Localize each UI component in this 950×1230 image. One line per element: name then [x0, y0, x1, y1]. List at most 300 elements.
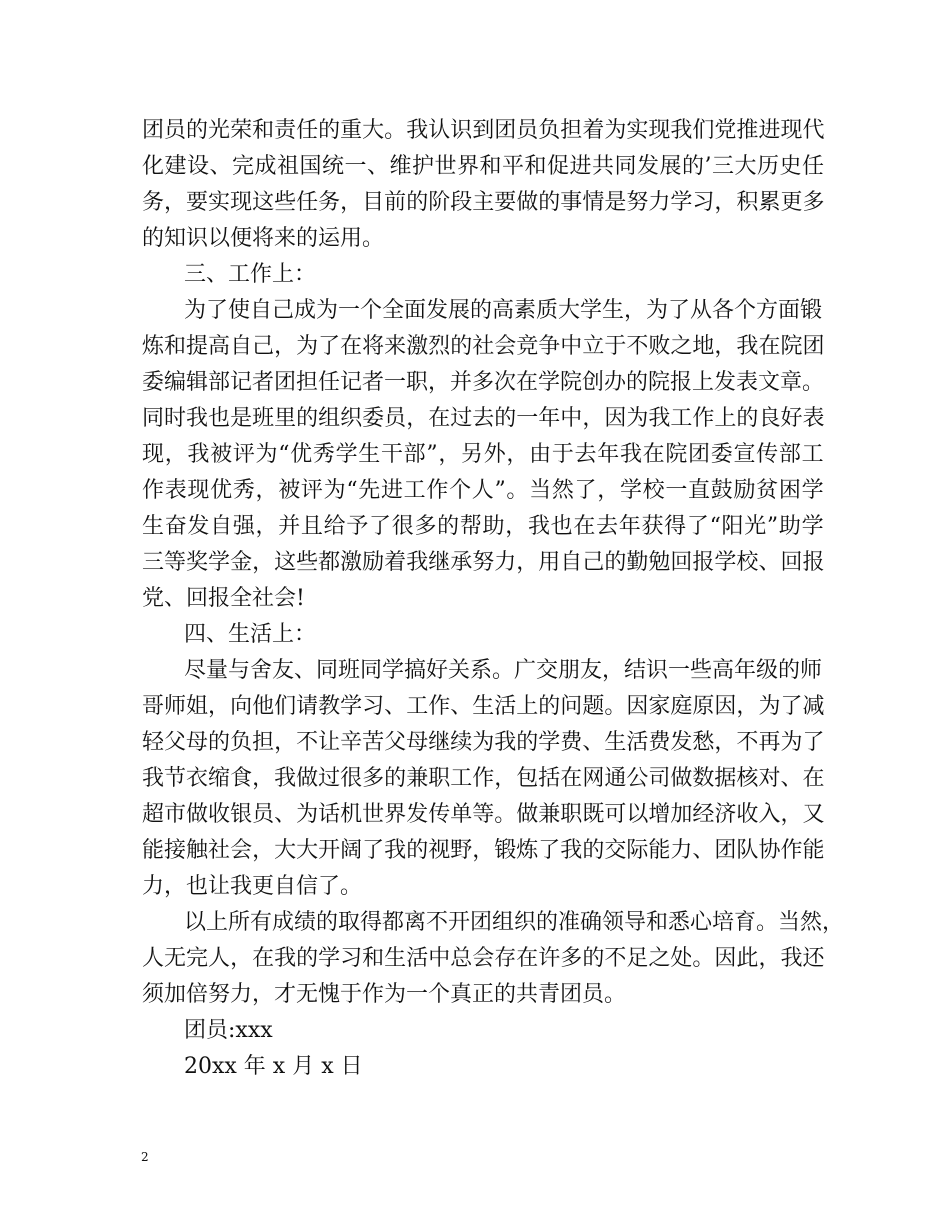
text-character: 我 — [384, 838, 407, 863]
text-character: 作 — [142, 478, 165, 503]
page-number: 2 — [141, 1150, 149, 1164]
text-character: 祖 — [277, 154, 300, 179]
text-character: 总 — [450, 946, 473, 971]
text-character: 三 — [711, 154, 734, 179]
text-character: 烈 — [428, 334, 451, 359]
text-character: 做 — [670, 766, 693, 791]
text-character: 费 — [560, 730, 583, 755]
text-character: 。 — [604, 694, 627, 719]
text-character: 、 — [209, 154, 232, 179]
text-character: 向 — [230, 694, 253, 719]
text-character: 。 — [506, 478, 529, 503]
text-character: 此 — [736, 946, 759, 971]
text-character: 争 — [538, 334, 561, 359]
text-character: 的 — [538, 694, 561, 719]
text-character: 能 — [142, 838, 165, 863]
text-character: 学 — [714, 550, 737, 575]
text-character: 展 — [659, 154, 682, 179]
text-character: 家 — [648, 694, 671, 719]
text-character: 国 — [299, 154, 322, 179]
text-character: 统 — [322, 154, 345, 179]
text-character: 的 — [186, 118, 209, 143]
text-character: 发 — [637, 154, 660, 179]
text-character: 视 — [428, 838, 451, 863]
text-character: 的 — [318, 118, 341, 143]
text-character: 还 — [802, 946, 825, 971]
text-character: 年 — [597, 442, 620, 467]
text-character: 原 — [692, 694, 715, 719]
text-character: 为 — [626, 406, 649, 431]
text-character: 前 — [384, 190, 407, 215]
text-character: 我 — [274, 946, 297, 971]
text-character: 了 — [362, 838, 385, 863]
text-character: 被 — [278, 478, 301, 503]
text-character: 我 — [648, 406, 671, 431]
text-character: 社 — [208, 838, 231, 863]
text-character: 学 — [318, 946, 341, 971]
text-character: 我 — [560, 838, 583, 863]
paragraph-line: 党、回报全社会! — [142, 586, 305, 611]
paragraph-line — [142, 833, 824, 869]
text-character: 对 — [758, 766, 781, 791]
text-character: 了 — [780, 694, 803, 719]
text-character: 人 — [208, 946, 231, 971]
text-character: 于 — [604, 334, 627, 359]
text-character: 习 — [692, 190, 715, 215]
text-character: 之 — [670, 334, 693, 359]
text-character: 努 — [626, 190, 649, 215]
text-character: 我 — [274, 766, 297, 791]
text-character: 些 — [274, 190, 297, 215]
text-character: 加 — [670, 802, 693, 827]
text-character: 开 — [318, 838, 341, 863]
paragraph-line — [142, 761, 824, 797]
text-character: ， — [597, 478, 620, 503]
text-character: 炼 — [142, 334, 165, 359]
text-character: 、 — [274, 802, 297, 827]
text-character: 队 — [736, 838, 759, 863]
paragraph-line: 的知识以便将来的运用。 — [142, 226, 385, 251]
text-character: ” — [494, 478, 506, 503]
text-character: 工 — [450, 766, 473, 791]
text-character: 回 — [780, 550, 803, 575]
text-character: 委 — [710, 442, 733, 467]
text-character: 表 — [164, 478, 187, 503]
text-character: 和 — [362, 946, 385, 971]
text-character: 然 — [551, 478, 574, 503]
text-character: 的 — [582, 946, 605, 971]
text-character: 院 — [665, 442, 688, 467]
text-character: ， — [516, 550, 539, 575]
signature-date: 20xx 年 x 月 x 日 — [184, 1054, 363, 1079]
text-character: 际 — [626, 838, 649, 863]
text-character: 由 — [529, 442, 552, 467]
text-character: 的 — [437, 514, 460, 539]
text-character: 自 — [230, 334, 253, 359]
text-character: 直 — [688, 478, 711, 503]
text-character: 了 — [802, 730, 825, 755]
text-character: 过 — [318, 766, 341, 791]
text-character: 题 — [582, 694, 605, 719]
text-character: ’ — [704, 154, 712, 179]
text-character: 银 — [230, 802, 253, 827]
section-heading-work: 三、工作上： — [184, 262, 317, 287]
text-character: 多 — [802, 190, 825, 215]
paragraph-line — [142, 725, 824, 761]
text-character: 节 — [164, 766, 187, 791]
text-character: ， — [582, 406, 605, 431]
text-character: ， — [252, 838, 275, 863]
text-character: 识 — [450, 118, 473, 143]
text-character: 目 — [362, 190, 385, 215]
text-character: 学 — [801, 478, 824, 503]
paragraph-line: 委编辑部记者团担任记者一职，并多次在学院创办的院报上发表文章。 — [142, 370, 825, 395]
text-character: 高 — [208, 334, 231, 359]
text-character: 大 — [734, 154, 757, 179]
text-character: 单 — [450, 802, 473, 827]
text-character: 阶 — [428, 190, 451, 215]
paragraph-line — [142, 473, 824, 509]
text-character: 因 — [604, 406, 627, 431]
text-character: 阔 — [340, 838, 363, 863]
text-character: 表 — [802, 406, 825, 431]
text-character: 作 — [472, 766, 495, 791]
text-character: 、 — [450, 694, 473, 719]
document-body — [142, 113, 845, 1085]
text-character: 激 — [340, 550, 363, 575]
text-character: 足 — [626, 946, 649, 971]
text-character: 负 — [230, 730, 253, 755]
text-character: 发 — [187, 514, 210, 539]
text-character: 济 — [714, 802, 737, 827]
text-character: 报 — [802, 550, 825, 575]
text-character: 事 — [560, 190, 583, 215]
text-character: 减 — [802, 694, 825, 719]
text-character: 会 — [230, 838, 253, 863]
text-character: 工 — [406, 694, 429, 719]
text-character: 设 — [187, 154, 210, 179]
text-character: 母 — [186, 730, 209, 755]
text-character: 主 — [472, 190, 495, 215]
text-character: 工 — [670, 406, 693, 431]
text-character: 建 — [164, 154, 187, 179]
text-character: 做 — [516, 190, 539, 215]
text-character: 化 — [142, 154, 165, 179]
text-character: 。 — [494, 802, 517, 827]
text-character: 为 — [323, 478, 346, 503]
text-character: 回 — [670, 550, 693, 575]
text-character: ， — [406, 406, 429, 431]
text-character: 去 — [472, 406, 495, 431]
text-character: 为 — [296, 334, 319, 359]
text-character: 能 — [802, 838, 825, 863]
text-character: 另 — [461, 442, 484, 467]
text-character: 完 — [186, 946, 209, 971]
text-character: ， — [274, 730, 297, 755]
text-character: 他 — [252, 694, 275, 719]
text-character: 和 — [252, 118, 275, 143]
paragraph-line: 力，也让我更自信了。 — [142, 874, 363, 899]
text-character: 作 — [780, 838, 803, 863]
text-character: 鼓 — [710, 478, 733, 503]
text-character: 些 — [296, 550, 319, 575]
text-character: 多 — [362, 766, 385, 791]
text-character: 中 — [560, 406, 583, 431]
text-character: 在 — [573, 514, 596, 539]
text-character: 在 — [560, 766, 583, 791]
text-character: 之 — [648, 946, 671, 971]
text-character: 这 — [274, 550, 297, 575]
text-character: 因 — [714, 694, 737, 719]
text-character: 世 — [434, 154, 457, 179]
text-character: 的 — [538, 190, 561, 215]
text-character: 作 — [428, 694, 451, 719]
text-character: 协 — [758, 838, 781, 863]
text-character: ， — [438, 442, 461, 467]
text-character: 我 — [736, 334, 759, 359]
text-character: 努 — [472, 550, 495, 575]
text-character: 并 — [278, 514, 301, 539]
text-character: 团 — [688, 442, 711, 467]
text-character: 在 — [252, 946, 275, 971]
text-character: 实 — [208, 190, 231, 215]
text-character: 活 — [406, 946, 429, 971]
text-character: 母 — [406, 730, 429, 755]
text-character: 员 — [384, 406, 407, 431]
text-character: ” — [426, 442, 438, 467]
text-character: 进 — [380, 478, 403, 503]
text-character: 学 — [670, 190, 693, 215]
text-character: 续 — [450, 730, 473, 755]
text-character: 进 — [758, 118, 781, 143]
text-character: 的 — [494, 406, 517, 431]
text-character: 我 — [494, 730, 517, 755]
text-character: 的 — [736, 406, 759, 431]
text-character: 重 — [340, 118, 363, 143]
text-character: 不 — [736, 730, 759, 755]
text-character: 到 — [472, 118, 495, 143]
text-character: 为 — [296, 802, 319, 827]
text-character: 认 — [428, 118, 451, 143]
text-character: 团 — [802, 334, 825, 359]
text-character: 话 — [318, 802, 341, 827]
text-character: 提 — [186, 334, 209, 359]
text-character: 一 — [665, 478, 688, 503]
text-character: 可 — [604, 802, 627, 827]
text-character: 社 — [472, 334, 495, 359]
text-character: 了 — [538, 838, 561, 863]
text-character: 愁 — [692, 730, 715, 755]
text-character: 辛 — [340, 730, 363, 755]
text-character: 等 — [164, 550, 187, 575]
text-character: 助 — [778, 514, 801, 539]
text-character: 奖 — [186, 550, 209, 575]
text-character: 优 — [210, 478, 233, 503]
text-character: 兼 — [406, 766, 429, 791]
text-character: 庭 — [670, 694, 693, 719]
paragraph-line — [142, 401, 824, 437]
text-character: 护 — [412, 154, 435, 179]
text-character: 员 — [164, 118, 187, 143]
text-character: 己 — [582, 550, 605, 575]
text-character: 的 — [406, 838, 429, 863]
text-character: 人 — [142, 946, 165, 971]
section-heading-life: 四、生活上： — [184, 622, 317, 647]
text-character: 核 — [736, 766, 759, 791]
text-character: 活 — [494, 694, 517, 719]
text-character: 任 — [296, 118, 319, 143]
text-character: 现 — [187, 478, 210, 503]
text-character: 为 — [255, 442, 278, 467]
text-character: ， — [252, 766, 275, 791]
text-character: ， — [340, 190, 363, 215]
text-character: 荣 — [230, 118, 253, 143]
text-character: 作 — [692, 406, 715, 431]
text-character: 入 — [758, 802, 781, 827]
text-character: 的 — [296, 946, 319, 971]
paragraph-line: 为了使自己成为一个全面发展的高素质大学生，为了从各个方面锻 — [184, 298, 823, 323]
paragraph-line — [142, 941, 824, 977]
text-character: 承 — [450, 550, 473, 575]
text-character: 交 — [604, 838, 627, 863]
text-character: 学 — [538, 730, 561, 755]
text-character: 且 — [300, 514, 323, 539]
text-character: 学 — [801, 514, 824, 539]
paragraph-line — [142, 545, 824, 581]
text-character: 、 — [367, 154, 390, 179]
text-character: ， — [274, 334, 297, 359]
text-character: 现 — [142, 442, 165, 467]
text-character: 了 — [318, 334, 341, 359]
text-character: 增 — [648, 802, 671, 827]
text-character: 帮 — [459, 514, 482, 539]
text-character: 团 — [494, 118, 517, 143]
signature-member: 团员:xxx — [184, 1018, 273, 1043]
text-character: 、 — [582, 730, 605, 755]
text-character: 外 — [483, 442, 506, 467]
text-character: 因 — [714, 946, 737, 971]
text-character: 中 — [428, 946, 451, 971]
text-character: 很 — [391, 514, 414, 539]
text-character: ， — [164, 190, 187, 215]
text-character: 去 — [596, 514, 619, 539]
text-character: 包 — [516, 766, 539, 791]
paragraph-line — [142, 185, 824, 221]
text-character: 激 — [406, 334, 429, 359]
text-character: 、 — [758, 550, 781, 575]
text-character: 为 — [472, 730, 495, 755]
text-character: 、 — [384, 694, 407, 719]
text-character: 光 — [208, 118, 231, 143]
text-character: 会 — [472, 946, 495, 971]
text-character: 将 — [362, 334, 385, 359]
text-character: 促 — [547, 154, 570, 179]
text-character: 实 — [626, 118, 649, 143]
text-character: 当 — [529, 478, 552, 503]
text-character: 发 — [670, 730, 693, 755]
text-character: 报 — [692, 550, 715, 575]
paragraph-line — [142, 437, 824, 473]
text-character: “ — [278, 442, 290, 467]
text-character: 括 — [538, 766, 561, 791]
text-character: 的 — [450, 334, 473, 359]
text-character: 委 — [362, 406, 385, 431]
text-character: ， — [714, 730, 737, 755]
text-character: 职 — [560, 802, 583, 827]
text-character: 力 — [494, 550, 517, 575]
text-character: 的 — [604, 550, 627, 575]
text-character: 传 — [428, 802, 451, 827]
text-character: 界 — [457, 154, 480, 179]
text-character: 工 — [403, 478, 426, 503]
text-character: 阳 — [721, 514, 744, 539]
text-character: 了 — [574, 478, 597, 503]
text-character: 发 — [406, 802, 429, 827]
text-character: 和 — [524, 154, 547, 179]
text-character: 给 — [323, 514, 346, 539]
text-character: 任 — [296, 190, 319, 215]
text-character: ， — [494, 766, 517, 791]
text-character: ， — [164, 442, 187, 467]
paragraph-line — [142, 689, 824, 725]
text-character: ， — [208, 694, 231, 719]
text-character: 大 — [274, 838, 297, 863]
text-character: 段 — [450, 190, 473, 215]
text-character: 强 — [232, 514, 255, 539]
text-character: 校 — [736, 550, 759, 575]
text-character: 得 — [664, 514, 687, 539]
text-character: 人 — [471, 478, 494, 503]
text-character: 这 — [252, 190, 275, 215]
text-character: 界 — [384, 802, 407, 827]
text-character: 以 — [626, 802, 649, 827]
text-character: 既 — [582, 802, 605, 827]
text-character: 过 — [450, 406, 473, 431]
text-character: 习 — [362, 694, 385, 719]
text-character: ， — [736, 694, 759, 719]
text-character: 也 — [208, 406, 231, 431]
text-character: 会 — [494, 334, 517, 359]
text-character: ， — [780, 802, 803, 827]
text-character: 贫 — [756, 478, 779, 503]
text-character: 大 — [296, 838, 319, 863]
text-character: 在 — [516, 946, 539, 971]
text-character: 们 — [692, 118, 715, 143]
text-character: 的 — [406, 190, 429, 215]
paragraph-line — [142, 113, 824, 149]
text-character: 。 — [692, 946, 715, 971]
text-character: 务 — [142, 190, 165, 215]
text-character: 不 — [604, 946, 627, 971]
text-character: 责 — [274, 118, 297, 143]
text-character: 生 — [472, 694, 495, 719]
text-character: 为 — [604, 118, 627, 143]
text-character: 在 — [758, 334, 781, 359]
text-character: 竞 — [516, 334, 539, 359]
text-character: 学 — [335, 442, 358, 467]
text-character: 三 — [142, 550, 165, 575]
text-character: 做 — [516, 802, 539, 827]
text-character: 我 — [780, 946, 803, 971]
paragraph-line — [142, 797, 824, 833]
text-character: 评 — [300, 478, 323, 503]
text-character: 为 — [758, 694, 781, 719]
text-character: 被 — [210, 442, 233, 467]
text-character: 也 — [550, 514, 573, 539]
text-character: 一 — [516, 406, 539, 431]
text-character: 我 — [527, 514, 550, 539]
text-character: 是 — [604, 190, 627, 215]
